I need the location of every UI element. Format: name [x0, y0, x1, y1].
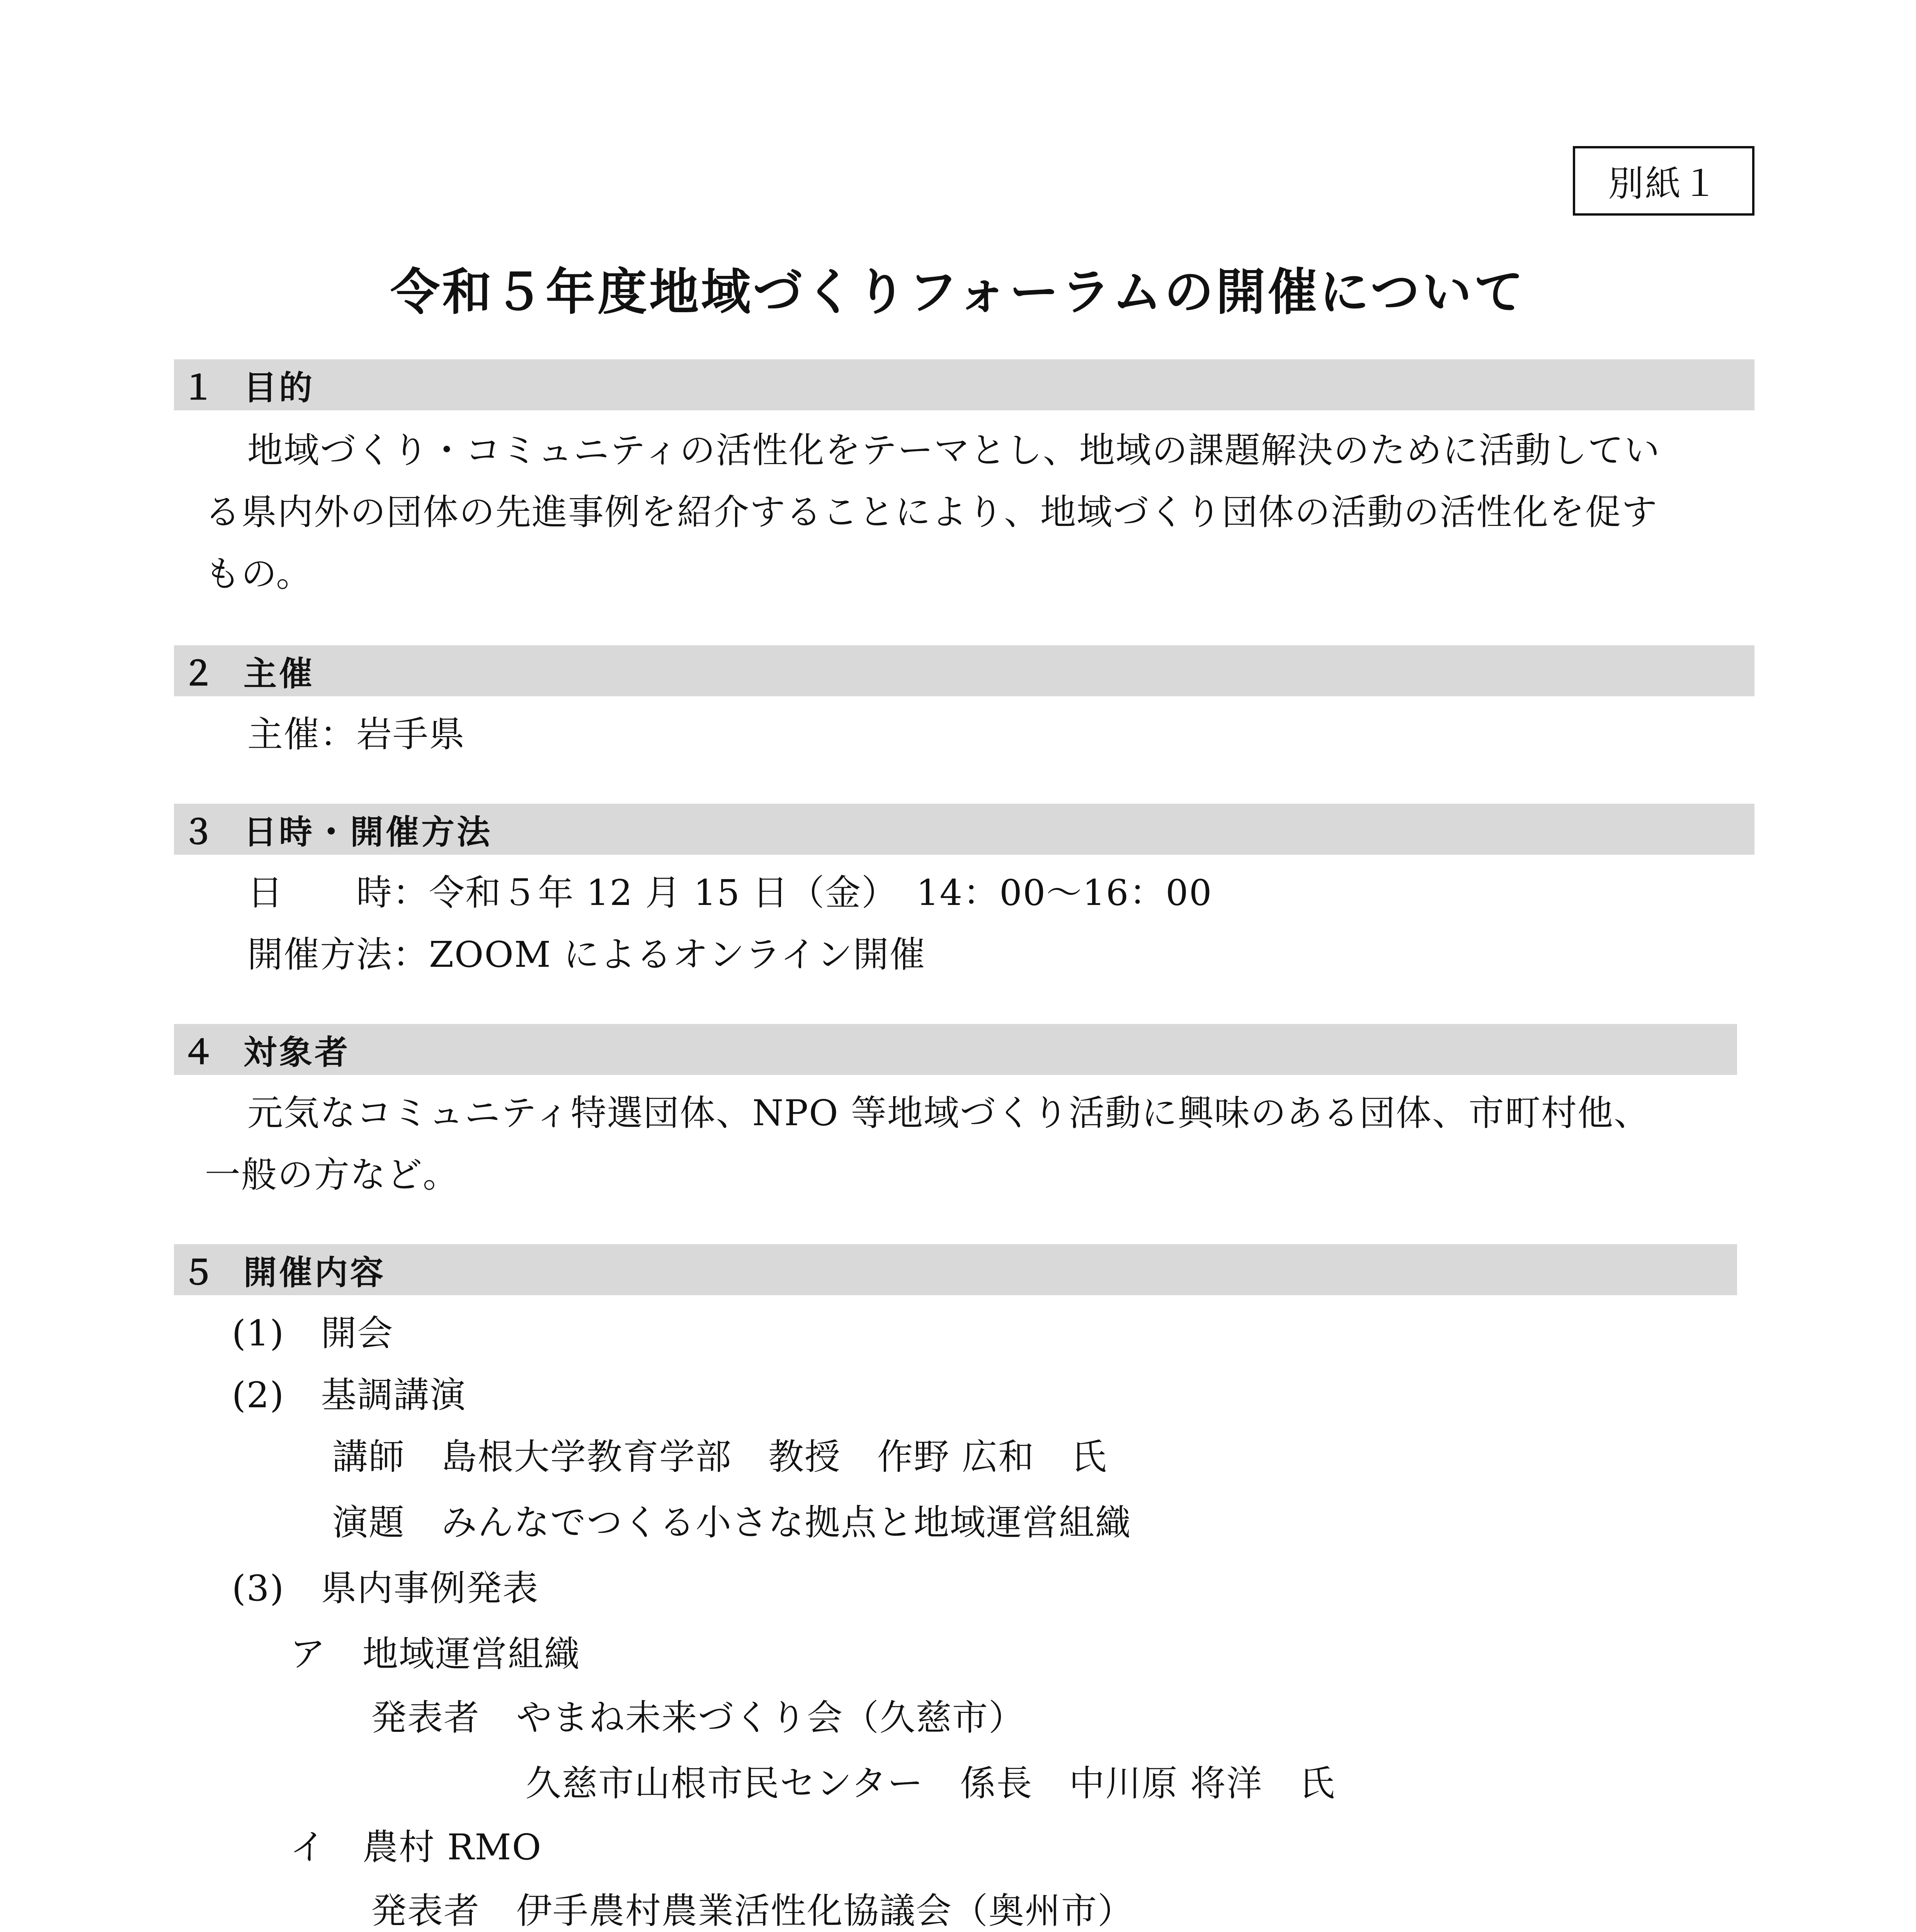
program-item-case-presentations: (3) 県内事例発表	[232, 1568, 539, 1609]
section-heading-organizer	[174, 645, 1754, 696]
program-item-opening: (1) 開会	[232, 1313, 394, 1354]
program-case-b-presenter: 発表者 伊手農村農業活性化協議会（奥州市）	[371, 1890, 1134, 1932]
section-number: ３	[182, 813, 215, 852]
program-case-a-title: ア 地域運営組織	[290, 1633, 581, 1675]
section-title: 開催内容	[243, 1253, 386, 1292]
section-number: １	[182, 369, 215, 407]
section-number: ４	[182, 1033, 215, 1072]
section-title: 日時・開催方法	[243, 813, 492, 852]
method-line: 開催方法：ZOOM によるオンライン開催	[247, 934, 926, 975]
attachment-label: 別紙１	[1608, 163, 1719, 204]
section-number: ５	[182, 1253, 215, 1292]
section-heading-datetime	[174, 804, 1754, 855]
audience-line-2: 一般の方など。	[205, 1154, 459, 1196]
program-case-b-title: イ 農村 RMO	[290, 1827, 542, 1868]
datetime-line: 日 時：令和５年 12 月 15 日（金） 14：00～16：00	[247, 872, 1213, 913]
section-title: 対象者	[243, 1033, 350, 1072]
section-number: ２	[182, 655, 215, 693]
purpose-line-3: もの。	[205, 553, 313, 595]
audience-line-1: 元気なコミュニティ特選団体、NPO 等地域づくり活動に興味のある団体、市町村他、	[247, 1092, 1650, 1134]
section-heading-purpose	[174, 359, 1754, 410]
program-keynote-theme: 演題 みんなでつくる小さな拠点と地域運営組織	[332, 1502, 1132, 1543]
section-heading-program	[174, 1244, 1737, 1295]
section-heading-audience	[174, 1024, 1737, 1075]
purpose-line-1: 地域づくり・コミュニティの活性化をテーマとし、地域の課題解決のために活動してい	[247, 430, 1661, 471]
section-title: 目的	[243, 369, 315, 407]
organizer-line: 主催：岩手県	[247, 714, 466, 755]
program-keynote-lecturer: 講師 島根大学教育学部 教授 作野 広和 氏	[332, 1436, 1108, 1478]
program-case-a-speaker: 久慈市山根市民センター 係長 中川原 将洋 氏	[526, 1763, 1336, 1804]
document-title: 令和５年度地域づくりフォーラムの開催について	[390, 264, 1526, 321]
purpose-line-2: る県内外の団体の先進事例を紹介することにより、地域づくり団体の活動の活性化を促す	[205, 492, 1658, 533]
section-title: 主催	[243, 655, 315, 693]
program-case-a-presenter: 発表者 やまね未来づくり会（久慈市）	[371, 1697, 1025, 1738]
program-item-keynote: (2) 基調講演	[232, 1374, 466, 1416]
attachment-label-box	[1573, 146, 1754, 216]
